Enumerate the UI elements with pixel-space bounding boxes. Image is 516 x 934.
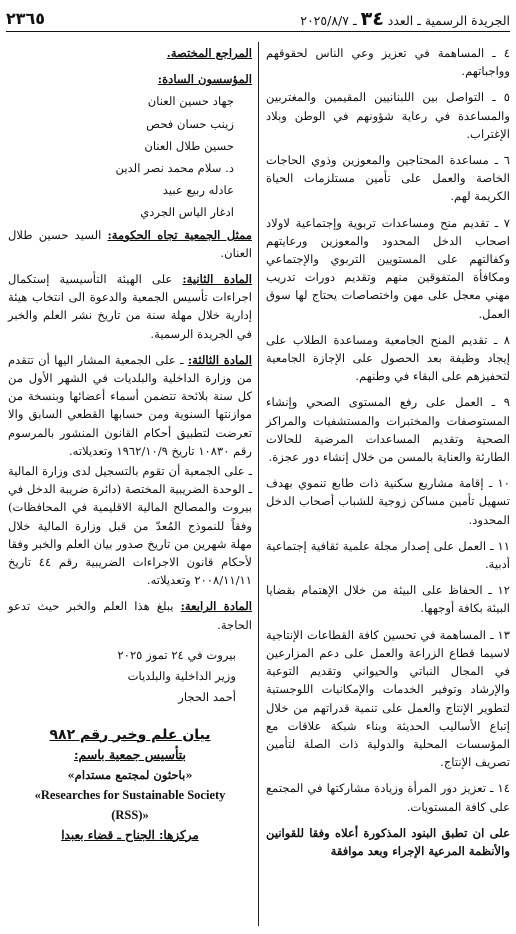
article-3-label: المادة الثالثة: bbox=[187, 352, 253, 367]
objective-4: ٤ ـ المساهمة في تعزيز وعي الناس لحقوقهم وواجباتهم. bbox=[266, 46, 510, 79]
objective-6: ٦ ـ مساعدة المحتاجين والمعوزين وذوي الحاجات الخاصة والعمل على تأمين مستلزمات الحياة الكريمة لهم. bbox=[266, 153, 510, 204]
article-3 bbox=[8, 351, 252, 460]
issue-date: ـ ٢٠٢٥/٨/٧ bbox=[300, 12, 357, 28]
objective-12: ١٢ ـ الحفاظ على البيئة من خلال الإهتمام بقضايا البيئة بكافة أوجهها. bbox=[266, 583, 510, 616]
gazette-title: الجريدة الرسمية ـ العدد bbox=[387, 12, 510, 28]
article-2-label: المادة الثانية: bbox=[182, 272, 252, 287]
founder-name: جهاد حسين العنان bbox=[147, 94, 234, 109]
announcement-block bbox=[8, 725, 252, 845]
association-location: مركزها: الجناح ـ قضاء بعبدا bbox=[61, 827, 199, 842]
objective-13: ١٣ ـ المساهمة في تحسين كافة القطاعات الإنتاجية لاسيما قطاع الزراعة والعمل على دعم المزارعين في المجال النباتي والحيواني وتقديم التوعية والإرشاد وتوفير الخدمات والإمكانيات اللوجستية لتطوير الإنتاج والعمل على تنمية قدراتهم من خلال إتباع الأساليب الحديثة وبناء شبكة علاقات مع المؤسسات المحلية والدولية ذات الصلة لتأمين تصريف الإنتاج. bbox=[266, 627, 510, 770]
page-header bbox=[6, 6, 510, 32]
article-3-text: ـ على الجمعية المشار اليها أن تتقدم من وزارة الداخلية والبلديات في الشهر الأول من كل سنة بلائحة تتضمن أسماء أعضائها وبنسخة من موازنتها السنوية ومن حسابها القطعي السابق والا تعرضت لتطبيق أحكام القانون المنشور بالمرسوم رقم ١٠٨٣٠ تاريخ ١٩٦٢/١٠/٩ وتعديلاته. bbox=[8, 352, 252, 458]
article-2-text: على الهيئة التأسيسية إستكمال اجراءات تأسيس الجمعية والدعوة الى انتخاب هيئة إدارية خلال مهلة سنة من تاريخ نشر العلم والخبر في الجريدة الرسمية. bbox=[8, 272, 252, 341]
running-title bbox=[300, 8, 510, 30]
founder-name: حسين طلال العنان bbox=[144, 138, 234, 153]
founder-name: ادغار الياس الجردي bbox=[140, 205, 234, 220]
announcement-title: بيان علم وخبر رقم ٩٨٢ bbox=[49, 726, 211, 743]
objective-11: ١١ ـ العمل على إصدار مجلة علمية ثقافية إجتماعية أدبية. bbox=[266, 538, 510, 572]
announcement-subtitle: بتأسيس جمعية باسم: bbox=[73, 746, 187, 762]
left-column bbox=[8, 44, 252, 845]
competent-authorities: المراجع المختصة. bbox=[166, 46, 252, 60]
association-name-english: «Researches for Sustainable Society bbox=[34, 787, 226, 802]
signature-name: أحمد الحجار bbox=[178, 690, 236, 705]
objective-5: ٥ ـ التواصل بين اللبنانيين المقيمين والمغتربين والمساعدة في رعاية شؤونهم في الوطن وبلاد الإغتراب. bbox=[266, 90, 510, 141]
representative-label: ممثل الجمعية تجاه الحكومة: bbox=[107, 227, 253, 242]
signature-title: وزير الداخلية والبلديات bbox=[127, 669, 236, 684]
issue-number: ٣٤ bbox=[360, 7, 384, 30]
page-number: ٢٣٦٥ bbox=[6, 9, 46, 28]
article-2 bbox=[8, 270, 252, 343]
association-abbreviation: (RSS)» bbox=[111, 807, 149, 822]
closing-statement: على ان تطبق البنود المذكورة أعلاه وفقا للقوانين والأنظمة المرعية الإجراء وبعد موافقة bbox=[266, 825, 510, 858]
government-representative bbox=[8, 226, 252, 262]
founder-name: د. سلام محمد نصر الدين bbox=[115, 161, 234, 176]
article-3-tax-registration: ـ على الجمعية أن تقوم بالتسجيل لدى وزارة المالية ـ الوحدة الضريبية المختصة (دائرة ضريبة الدخل في بيروت والمصالح المالية الاقليمية في المحافظات) وفقاً للنموذج المُعدّ من قبل وزارة المالية خلال مهلة شهرين من تاريخ صدور بيان العلم والخبر وفقا لأحكام قانون الاجراءات الضريبية رقم ٤٤ تاريخ ٢٠٠٨/١١/١١ وتعديلاته. bbox=[8, 464, 252, 588]
association-name-arabic: «باحثون لمجتمع مستدام» bbox=[67, 767, 193, 782]
article-4-label: المادة الرابعة: bbox=[180, 599, 253, 614]
founder-name: عادله ربيع عبيد bbox=[162, 183, 234, 198]
objective-14: ١٤ ـ تعزيز دور المرأة وزيادة مشاركتها في المجتمع على كافة المستويات. bbox=[266, 781, 510, 814]
objective-7: ٧ ـ تقديم منح ومساعدات تربوية وإجتماعية لاولاد اصحاب الدخل المحدود والمعوزين ورعايتهم وكفالتهم على المستويين التربوي والإجتماعي ومكافأة المتفوقين منهم وتقديم دورات تدريب مهني معجل على مهن واختصاصات يحتاج لها سوق العمل. bbox=[266, 215, 510, 321]
article-4-text: يبلغ هذا العلم والخبر حيث تدعو الحاجة. bbox=[8, 599, 252, 632]
signature-date: بيروت في ٢٤ تموز ٢٠٢٥ bbox=[117, 647, 236, 662]
representative-name: السيد حسين طلال العنان. bbox=[8, 227, 252, 260]
founder-name: زينب حسان فحص bbox=[146, 116, 234, 131]
right-column bbox=[266, 44, 510, 868]
column-divider bbox=[258, 42, 259, 926]
article-4 bbox=[8, 597, 252, 633]
founders-heading: المؤسسون السادة: bbox=[157, 72, 252, 87]
objective-9: ٩ ـ العمل على رفع المستوى الصحي وإنشاء المستوصفات والمختبرات والمستشفيات والمراكز الصحية وتقديم المساعدات المرضية للحالات الطارئة والعناية بالمسن من خلال إنشاء دور عجزة. bbox=[266, 395, 510, 465]
signature-block bbox=[8, 646, 252, 707]
objective-10: ١٠ ـ إقامة مشاريع سكنية ذات طابع تنموي بهدف تسهيل تأمين مساكن زوجية للشباب أصحاب الدخل المحدود. bbox=[266, 476, 510, 527]
objective-8: ٨ ـ تقديم المنح الجامعية ومساعدة الطلاب على إيجاد وظيفة بعد الحصول على الإجازة الجامعية لتحفيزهم على البقاء في وطنهم. bbox=[266, 332, 510, 384]
